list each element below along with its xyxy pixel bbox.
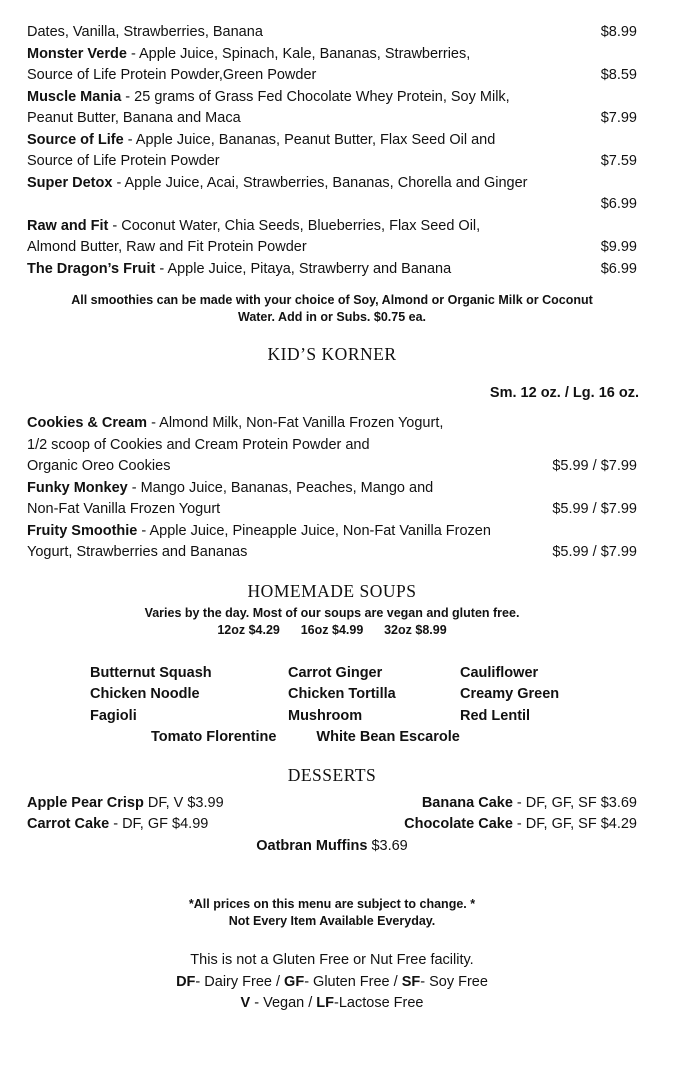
item-name: Chocolate Cake [404,816,513,832]
dessert-item [27,814,208,836]
menu-page [27,22,637,1015]
item-description: Yogurt, Strawberries and Bananas [27,544,248,560]
item-description: 1/2 scoop of Cookies and Cream Protein Powder and [27,436,370,453]
soup-item: Chicken Tortilla [288,686,396,702]
item-detail: $3.69 [367,837,408,854]
item-description: Peanut Butter, Banana and Maca [27,110,241,126]
legend-line-2: V - Vegan / LF-Lactose Free [240,995,424,1011]
item-price: $5.99 / $7.99 [552,501,637,517]
item-price: $8.59 [600,67,637,83]
soups-note: Varies by the day. Most of our soups are vegan and gluten free. [144,605,520,620]
item-description: - Apple Juice, Pitaya, Strawberry and Banana [155,260,452,277]
item-description: Source of Life Protein Powder [27,153,220,169]
smoothie-note: All smoothies can be made with your choice of Soy, Almond or Organic Milk or Coconut Water. Add in or Subs. $0.75 ea. [71,293,593,324]
item-price: $8.99 [600,24,637,40]
kids-size-header: Sm. 12 oz. / Lg. 16 oz. [489,385,639,401]
kids-section-title: KID’S KORNER [267,344,397,364]
dessert-item [404,814,637,836]
item-price: $6.99 [600,196,637,212]
soup-item: Creamy Green [460,686,560,702]
dessert-row [27,814,637,836]
facility-notice: This is not a Gluten Free or Nut Free facility. [190,952,474,968]
item-detail: DF, V $3.99 [143,794,224,811]
soup-item: Cauliflower [460,664,539,681]
menu-item [27,413,637,478]
allergen-footer [27,950,637,1015]
item-description: - Apple Juice, Pineapple Juice, Non-Fat Vanilla Frozen [137,522,491,539]
menu-item [27,173,637,216]
item-name: Fruity Smoothie [27,522,138,539]
item-description: - Mango Juice, Bananas, Peaches, Mango and [127,479,434,496]
item-name: Funky Monkey [27,479,128,496]
dessert-item [422,793,637,815]
soup-item: Butternut Squash [90,664,212,681]
price-notice: *All prices on this menu are subject to change. * Not Every Item Available Everyday. [188,897,476,928]
item-description: - 25 grams of Grass Fed Chocolate Whey Protein, Soy Milk, [121,88,510,105]
legend-line-1: DF- Dairy Free / GF- Gluten Free / SF- Soy Free [176,973,488,990]
soups-section-title: HOMEMADE SOUPS [247,580,417,601]
desserts-section-title: DESSERTS [287,764,377,785]
soup-item: Fagioli [90,707,137,724]
item-name: Raw and Fit [27,217,109,234]
item-name: Super Detox [27,174,113,191]
soup-item: Chicken Noodle [90,686,200,702]
menu-item [27,130,637,173]
item-description: - Almond Milk, Non-Fat Vanilla Frozen Yogurt, [147,415,444,431]
item-price: $5.99 / $7.99 [552,544,637,560]
item-price: $5.99 / $7.99 [552,458,637,474]
item-detail: - DF, GF, SF $4.29 [512,816,637,832]
menu-item [27,259,637,281]
menu-item [27,87,637,130]
item-price: $9.99 [600,239,637,255]
soup-item: Carrot Ginger [288,664,383,681]
item-description: Non-Fat Vanilla Frozen Yogurt [27,501,221,517]
soup-list [90,663,637,728]
item-name: Cookies & Cream [27,415,148,431]
item-name: Source of Life [27,131,124,148]
dessert-item [27,793,224,815]
item-price: $7.99 [600,110,637,126]
menu-item [27,521,637,564]
menu-item [27,216,637,259]
menu-item [27,22,637,44]
soup-item: Tomato Florentine [151,729,277,745]
item-description: - Coconut Water, Chia Seeds, Blueberries, Flax Seed Oil, [108,217,481,234]
item-name: Apple Pear Crisp [27,794,144,811]
dessert-item [27,836,637,858]
soup-item: White Bean Escarole [316,729,460,745]
item-description: - Apple Juice, Acai, Strawberries, Bananas, Chorella and Ginger [112,174,528,191]
kids-list [27,413,637,564]
item-name: Monster Verde [27,45,127,62]
soup-item: Mushroom [288,707,363,724]
item-name: Carrot Cake [27,816,110,832]
menu-item [27,478,637,521]
item-detail: - DF, GF, SF $3.69 [512,794,637,811]
soups-sizes: 12oz $4.29 16oz $4.99 32oz $8.99 [217,622,447,637]
item-price: $6.99 [600,260,637,277]
item-description: - Apple Juice, Spinach, Kale, Bananas, Strawberries, [126,45,471,62]
item-name: The Dragon’s Fruit [27,260,156,277]
item-description: Dates, Vanilla, Strawberries, Banana [27,24,263,40]
item-description: Almond Butter, Raw and Fit Protein Powder [27,239,307,255]
smoothie-list [27,22,637,280]
item-price: $7.59 [600,153,637,169]
dessert-row [27,793,637,815]
item-description: Organic Oreo Cookies [27,458,171,474]
menu-item [27,44,637,87]
item-detail: - DF, GF $4.99 [109,816,209,832]
soup-list-last-row [151,727,637,749]
item-description: Source of Life Protein Powder,Green Powder [27,67,317,83]
item-name: Oatbran Muffins [256,837,368,854]
dessert-list [27,793,637,858]
item-description: - Apple Juice, Bananas, Peanut Butter, Flax Seed Oil and [123,131,496,148]
item-name: Muscle Mania [27,88,122,105]
soup-item: Red Lentil [460,707,531,724]
item-name: Banana Cake [421,794,513,811]
